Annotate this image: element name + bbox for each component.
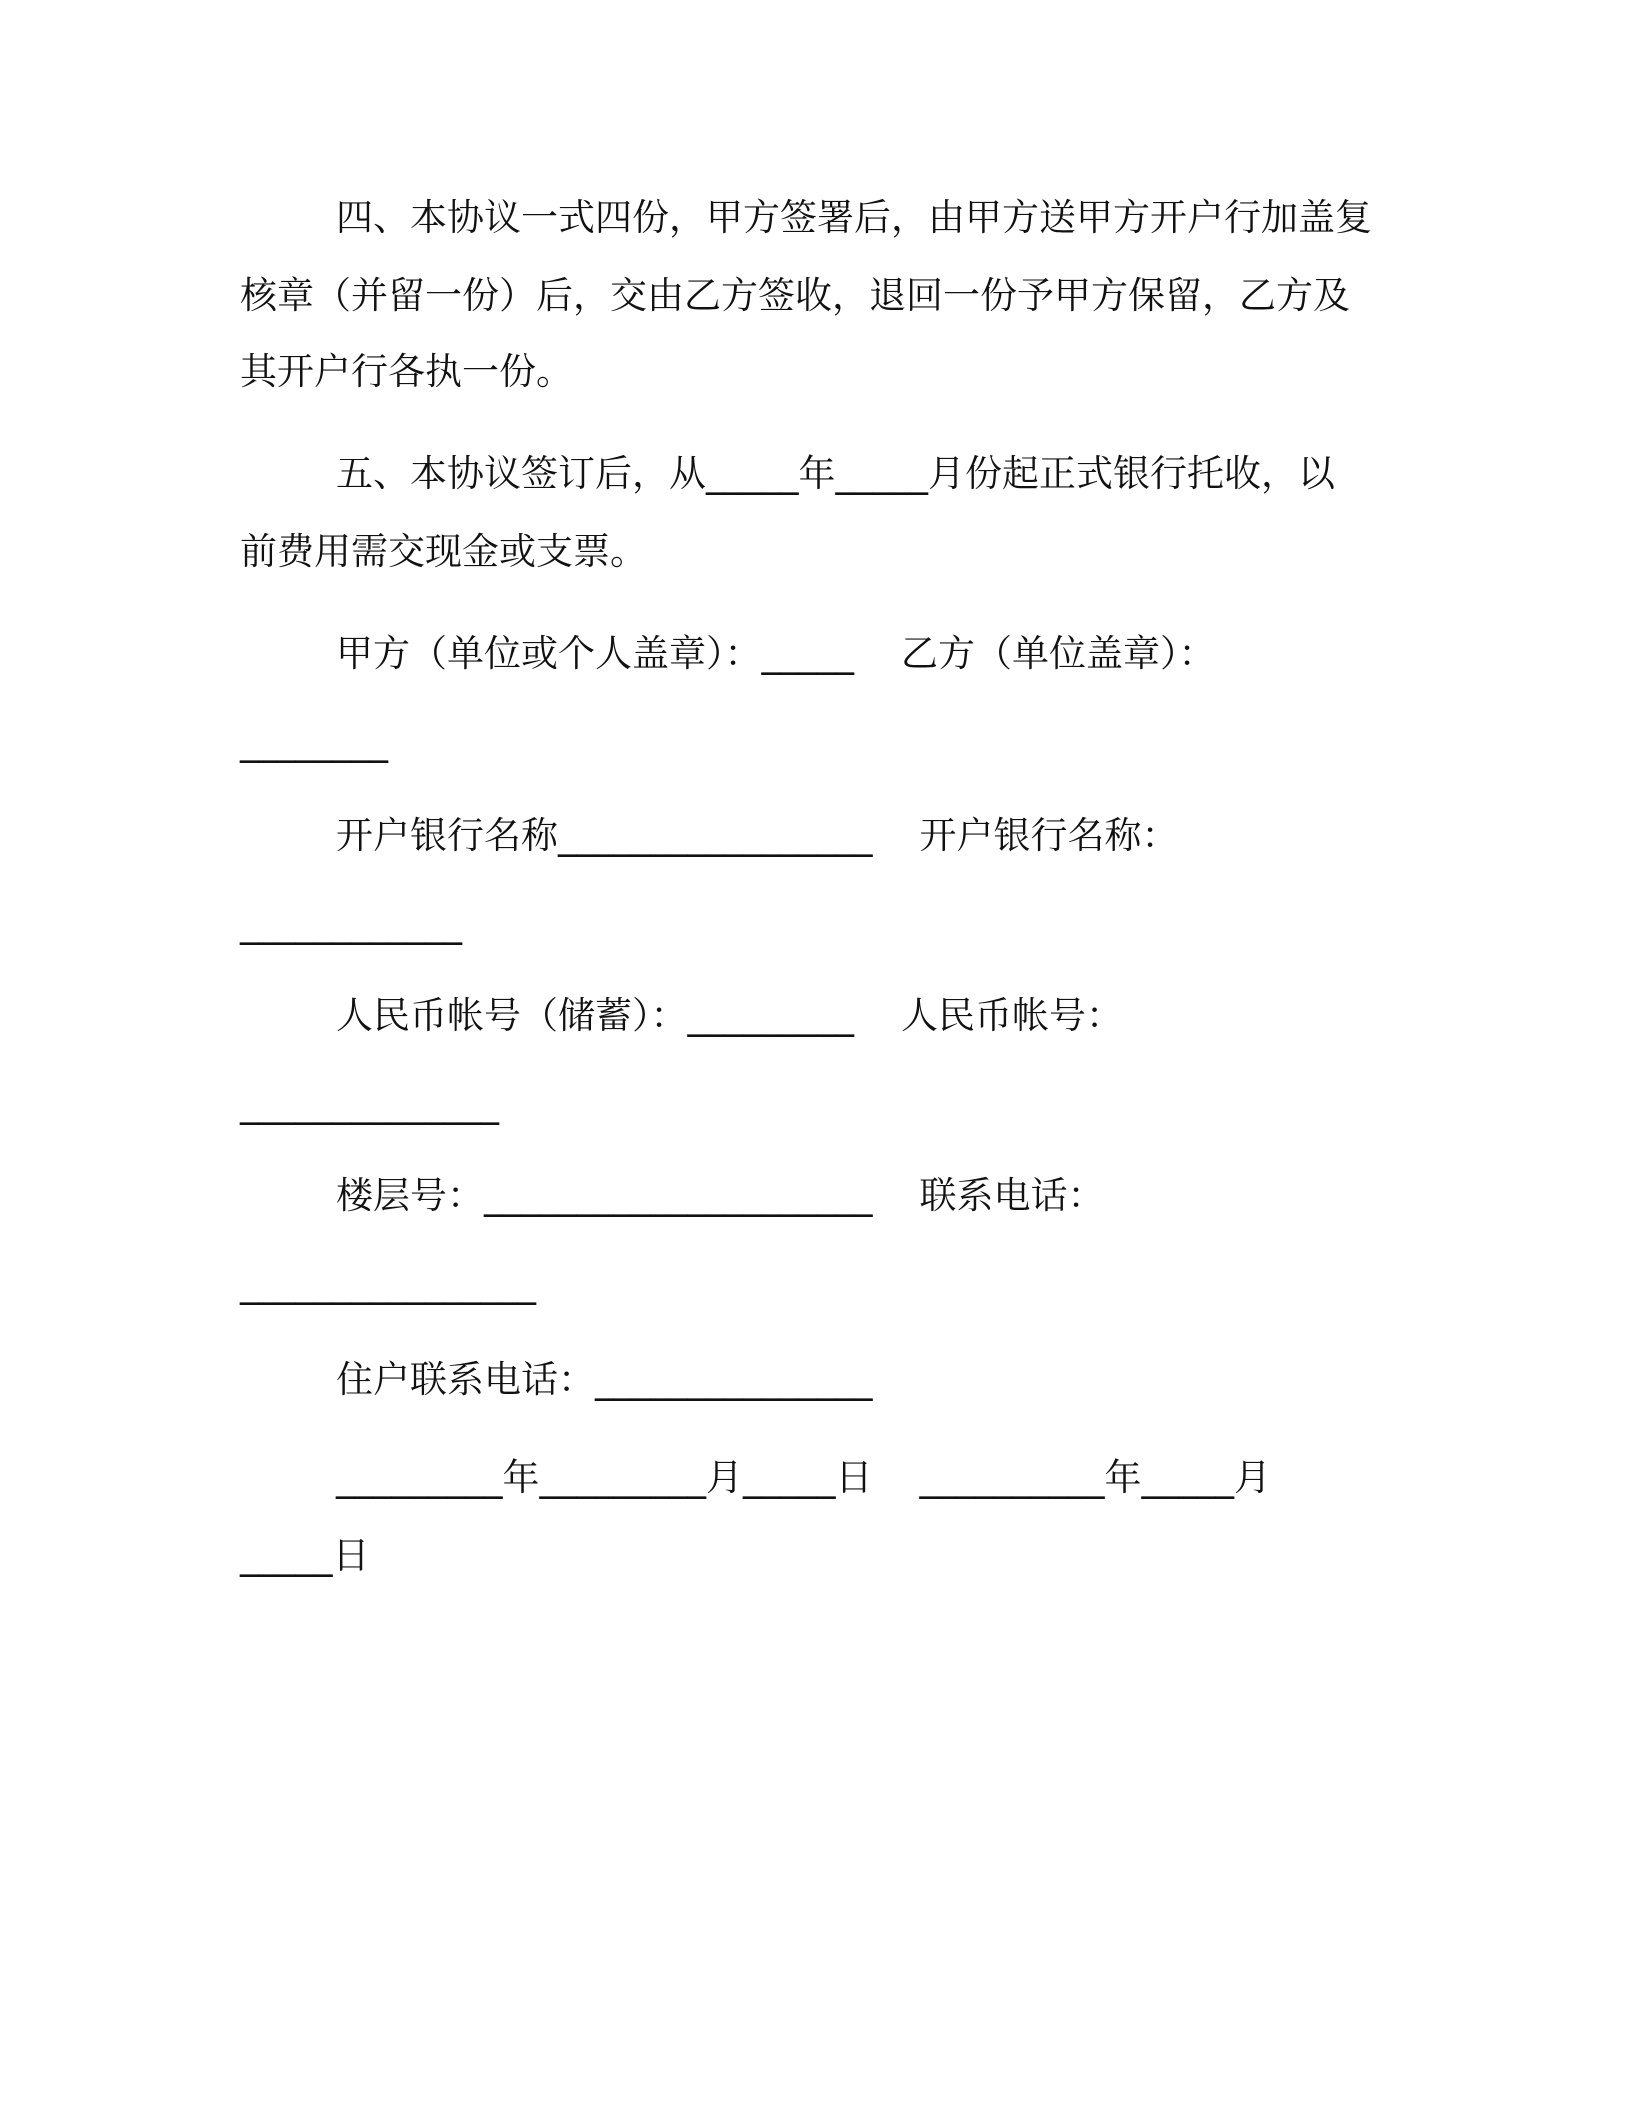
account-number-line: 人民币帐号（储蓄）：_________ 人民币帐号： xyxy=(336,994,1124,1037)
resident-phone-line: 住户联系电话：_______________ xyxy=(336,1358,873,1401)
floor-number-line: 楼层号：_____________________ 联系电话： xyxy=(336,1174,1105,1217)
clause5-line2: 前费用需交现金或支票。 xyxy=(240,530,647,573)
clause5-line1: 五、本协议签订后，从_____年_____月份起正式银行托收，以 xyxy=(336,452,1335,495)
clause4-line3: 其开户行各执一份。 xyxy=(240,350,573,393)
bank-name-line: 开户银行名称_________________ 开户银行名称： xyxy=(336,814,1179,857)
clause4-line1: 四、本协议一式四份，甲方签署后，由甲方送甲方开户行加盖复 xyxy=(336,196,1372,239)
clause4-line2: 核章（并留一份）后，交由乙方签收，退回一份予甲方保留，乙方及 xyxy=(240,274,1350,317)
bank-name-blank: ____________ xyxy=(240,902,462,945)
contact-phone-blank: ________________ xyxy=(240,1262,536,1305)
party-a-signature-line: 甲方（单位或个人盖章）：_____ 乙方（单位盖章）： xyxy=(336,632,1216,675)
date-line: _________年_________月_____日 __________年_____月 xyxy=(336,1456,1272,1499)
party-b-signature-blank: ________ xyxy=(240,720,388,763)
date-day-blank: _____日 xyxy=(240,1534,370,1577)
account-number-blank: ______________ xyxy=(240,1082,499,1125)
